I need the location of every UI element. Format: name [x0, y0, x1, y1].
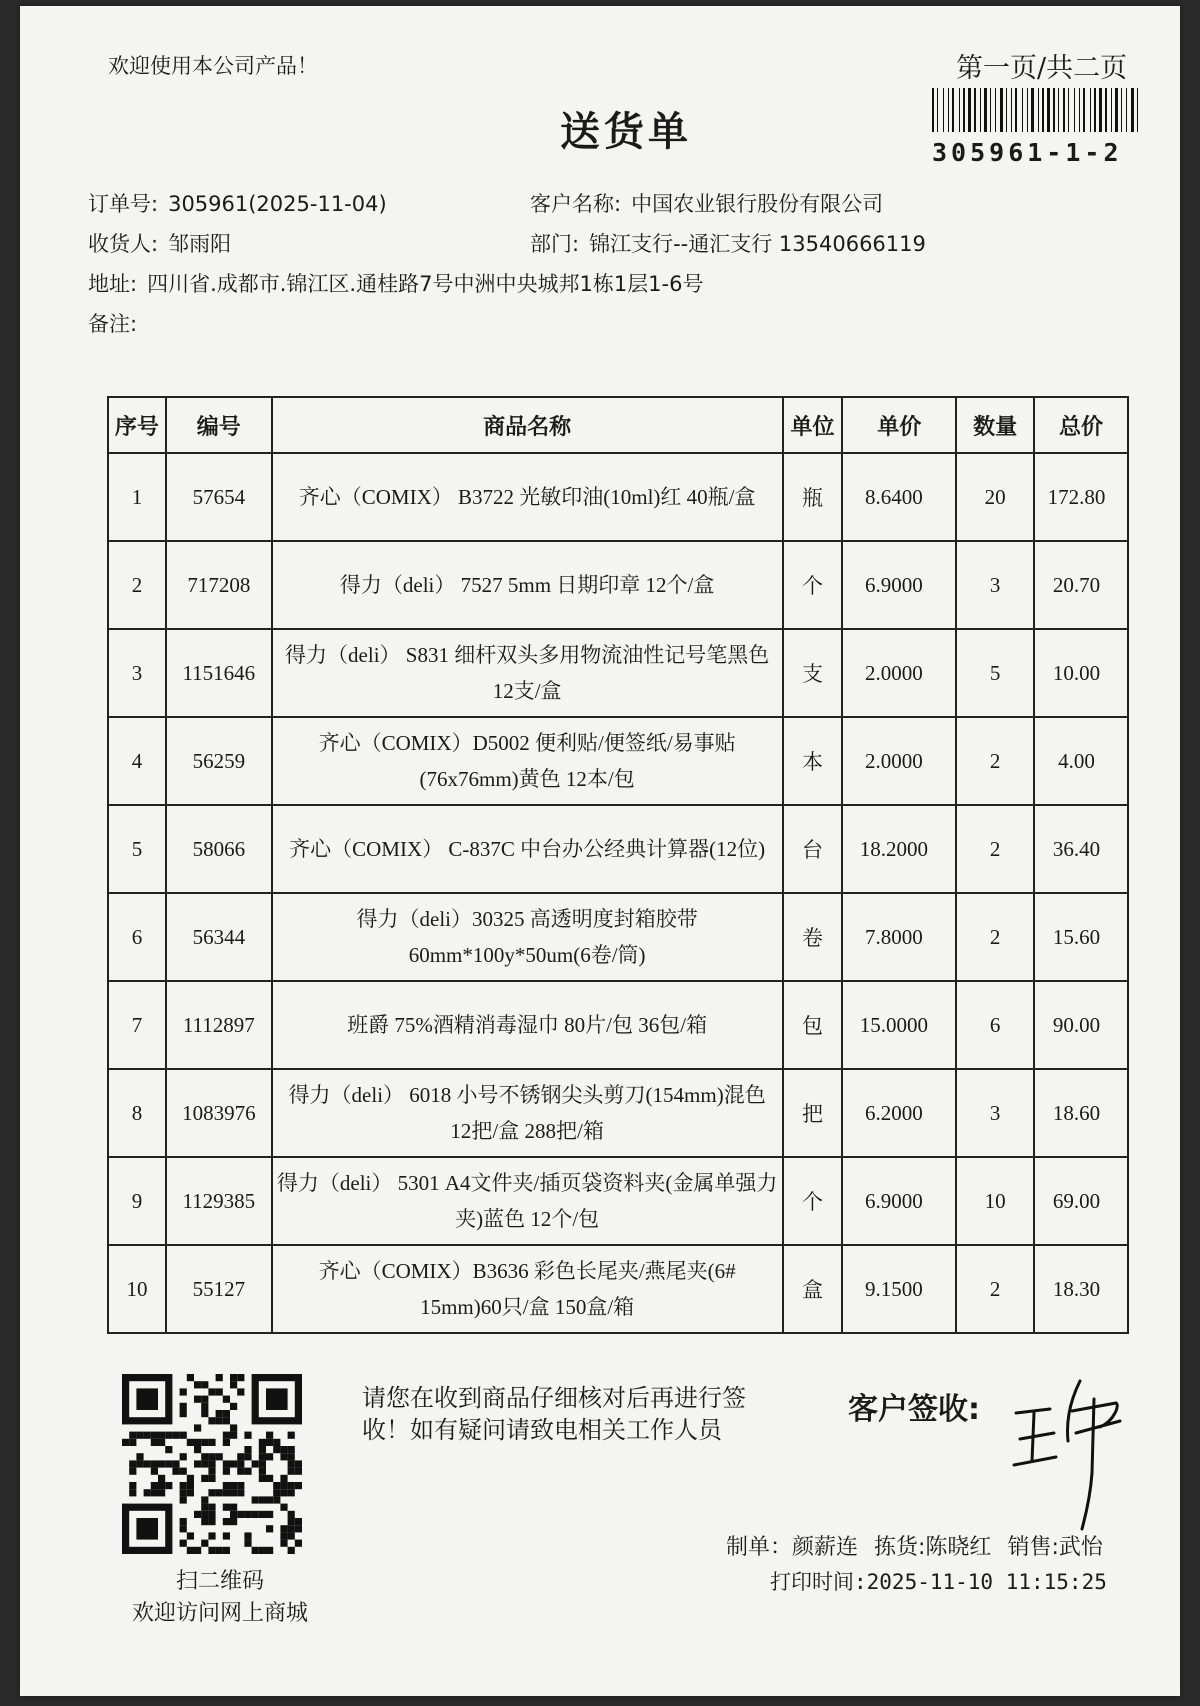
- cell-unit: 盒: [783, 1245, 843, 1333]
- address-field: [88, 268, 703, 298]
- cell-qty: 2: [956, 805, 1034, 893]
- barcode-number: 305961-1-2: [932, 138, 1123, 167]
- cell-qty: 3: [956, 1069, 1034, 1157]
- table-header-row: [108, 397, 1128, 453]
- cell-name: 班爵 75%酒精消毒湿巾 80片/包 36包/箱: [272, 981, 783, 1069]
- cell-total: 69.00: [1034, 1157, 1128, 1245]
- cell-code: 56259: [166, 717, 272, 805]
- sign-label: 客户签收:: [848, 1392, 980, 1427]
- order-number-value: 305961(2025-11-04): [168, 192, 387, 216]
- cell-unit: 卷: [783, 893, 843, 981]
- cell-seq: 6: [108, 893, 166, 981]
- cell-qty: 5: [956, 629, 1034, 717]
- cell-seq: 1: [108, 453, 166, 541]
- cell-name: 得力（deli）30325 高透明度封箱胶带 60mm*100y*50um(6卷/筒): [272, 893, 783, 981]
- receiver-field: [88, 228, 231, 258]
- cell-total: 4.00: [1034, 717, 1128, 805]
- cell-price: 9.1500: [842, 1245, 956, 1333]
- cell-seq: 3: [108, 629, 166, 717]
- cell-seq: 2: [108, 541, 166, 629]
- cell-total: 36.40: [1034, 805, 1128, 893]
- cell-qty: 10: [956, 1157, 1034, 1245]
- cell-seq: 8: [108, 1069, 166, 1157]
- cell-seq: 7: [108, 981, 166, 1069]
- welcome-text: 欢迎使用本公司产品！: [108, 54, 318, 78]
- cell-price: 2.0000: [842, 717, 956, 805]
- cell-total: 18.60: [1034, 1069, 1128, 1157]
- cell-name: 齐心（COMIX）B3636 彩色长尾夹/燕尾夹(6# 15mm)60只/盒 150盒/箱: [272, 1245, 783, 1333]
- cell-total: 172.80: [1034, 453, 1128, 541]
- order-number-label: 订单号:: [88, 192, 159, 216]
- cell-name: 得力（deli） 6018 小号不锈钢尖头剪刀(154mm)混色 12把/盒 288把/箱: [272, 1069, 783, 1157]
- signature-handwriting: [1010, 1361, 1140, 1531]
- cell-price: 6.2000: [842, 1069, 956, 1157]
- cell-code: 717208: [166, 541, 272, 629]
- cell-code: 57654: [166, 453, 272, 541]
- header-seq: 序号: [108, 397, 166, 453]
- cell-price: 15.0000: [842, 981, 956, 1069]
- cell-total: 10.00: [1034, 629, 1128, 717]
- cell-code: 1112897: [166, 981, 272, 1069]
- header-name: 商品名称: [272, 397, 783, 453]
- customer-value: 中国农业银行股份有限公司: [631, 192, 884, 216]
- cell-unit: 本: [783, 717, 843, 805]
- receiver-value: 邹雨阳: [168, 232, 232, 256]
- qr-caption-line1: 扫二维码: [175, 1569, 264, 1594]
- cell-total: 90.00: [1034, 981, 1128, 1069]
- cell-code: 1151646: [166, 629, 272, 717]
- cell-name: 得力（deli） S831 细杆双头多用物流油性记号笔黑色 12支/盒: [272, 629, 783, 717]
- cell-seq: 5: [108, 805, 166, 893]
- cell-qty: 6: [956, 981, 1034, 1069]
- sales-text: 销售:武怡: [1007, 1535, 1103, 1560]
- cell-seq: 4: [108, 717, 166, 805]
- department-label: 部门:: [530, 232, 580, 256]
- cell-qty: 2: [956, 717, 1034, 805]
- cell-name: 齐心（COMIX） B3722 光敏印油(10ml)红 40瓶/盒: [272, 453, 783, 541]
- table-row: [108, 717, 1128, 805]
- staff-line: [726, 1530, 1119, 1561]
- department-field: [530, 228, 926, 258]
- cell-unit: 瓶: [783, 453, 843, 541]
- cell-code: 1083976: [166, 1069, 272, 1157]
- customer-field: [530, 188, 883, 218]
- header-price: 单价: [842, 397, 956, 453]
- cell-price: 6.9000: [842, 541, 956, 629]
- cell-price: 6.9000: [842, 1157, 956, 1245]
- qr-code-icon: [122, 1374, 302, 1554]
- cell-unit: 包: [783, 981, 843, 1069]
- table-row: [108, 981, 1128, 1069]
- print-time: 打印时间:2025-11-10 11:15:25: [770, 1570, 1107, 1594]
- cell-code: 55127: [166, 1245, 272, 1333]
- page-indicator: 第一页/共二页: [956, 53, 1128, 84]
- page-title: 送货单: [560, 109, 692, 155]
- notice-text: 请您在收到商品仔细核对后再进行签收！如有疑问请致电相关工作人员: [362, 1384, 746, 1444]
- table-row: [108, 1157, 1128, 1245]
- cell-qty: 20: [956, 453, 1034, 541]
- cell-price: 18.2000: [842, 805, 956, 893]
- picker-text: 拣货:陈晓红: [874, 1535, 992, 1560]
- header-qty: 数量: [956, 397, 1034, 453]
- cell-code: 1129385: [166, 1157, 272, 1245]
- table-row: [108, 893, 1128, 981]
- header-total: 总价: [1034, 397, 1128, 453]
- customer-label: 客户名称:: [530, 192, 622, 216]
- table-row: [108, 805, 1128, 893]
- order-number-field: [88, 188, 387, 218]
- table-row: [108, 629, 1128, 717]
- cell-price: 7.8000: [842, 893, 956, 981]
- header-code: 编号: [166, 397, 272, 453]
- cell-qty: 2: [956, 1245, 1034, 1333]
- address-label: 地址:: [88, 272, 138, 296]
- cell-total: 20.70: [1034, 541, 1128, 629]
- cell-code: 58066: [166, 805, 272, 893]
- qr-caption-line2: 欢迎访问网上商城: [131, 1601, 308, 1626]
- cell-name: 得力（deli） 5301 A4文件夹/插页袋资料夹(金属单强力夹)蓝色 12个/包: [272, 1157, 783, 1245]
- department-value: 锦江支行--通汇支行 13540666119: [589, 232, 926, 256]
- cell-code: 56344: [166, 893, 272, 981]
- cell-unit: 台: [783, 805, 843, 893]
- address-value: 四川省.成都市.锦江区.通桂路7号中洲中央城邦1栋1层1-6号: [147, 272, 704, 296]
- cell-price: 8.6400: [842, 453, 956, 541]
- cell-name: 齐心（COMIX）D5002 便利贴/便签纸/易事贴(76x76mm)黄色 12本/包: [272, 717, 783, 805]
- items-table: [107, 396, 1129, 1334]
- cell-name: 得力（deli） 7527 5mm 日期印章 12个/盒: [272, 541, 783, 629]
- delivery-note-paper: [20, 6, 1180, 1696]
- remark-field: [88, 308, 147, 338]
- cell-seq: 10: [108, 1245, 166, 1333]
- cell-total: 15.60: [1034, 893, 1128, 981]
- cell-qty: 2: [956, 893, 1034, 981]
- remark-label: 备注:: [88, 312, 138, 336]
- cell-qty: 3: [956, 541, 1034, 629]
- cell-unit: 把: [783, 1069, 843, 1157]
- table-row: [108, 1245, 1128, 1333]
- cell-unit: 支: [783, 629, 843, 717]
- cell-price: 2.0000: [842, 629, 956, 717]
- cell-name: 齐心（COMIX） C-837C 中台办公经典计算器(12位): [272, 805, 783, 893]
- cell-total: 18.30: [1034, 1245, 1128, 1333]
- cell-unit: 个: [783, 541, 843, 629]
- cell-seq: 9: [108, 1157, 166, 1245]
- table-row: [108, 541, 1128, 629]
- table-row: [108, 453, 1128, 541]
- receiver-label: 收货人:: [88, 232, 159, 256]
- table-row: [108, 1069, 1128, 1157]
- barcode-icon: [930, 88, 1142, 132]
- header-unit: 单位: [783, 397, 843, 453]
- cell-unit: 个: [783, 1157, 843, 1245]
- maker-text: 制单：颜薪连: [726, 1535, 859, 1560]
